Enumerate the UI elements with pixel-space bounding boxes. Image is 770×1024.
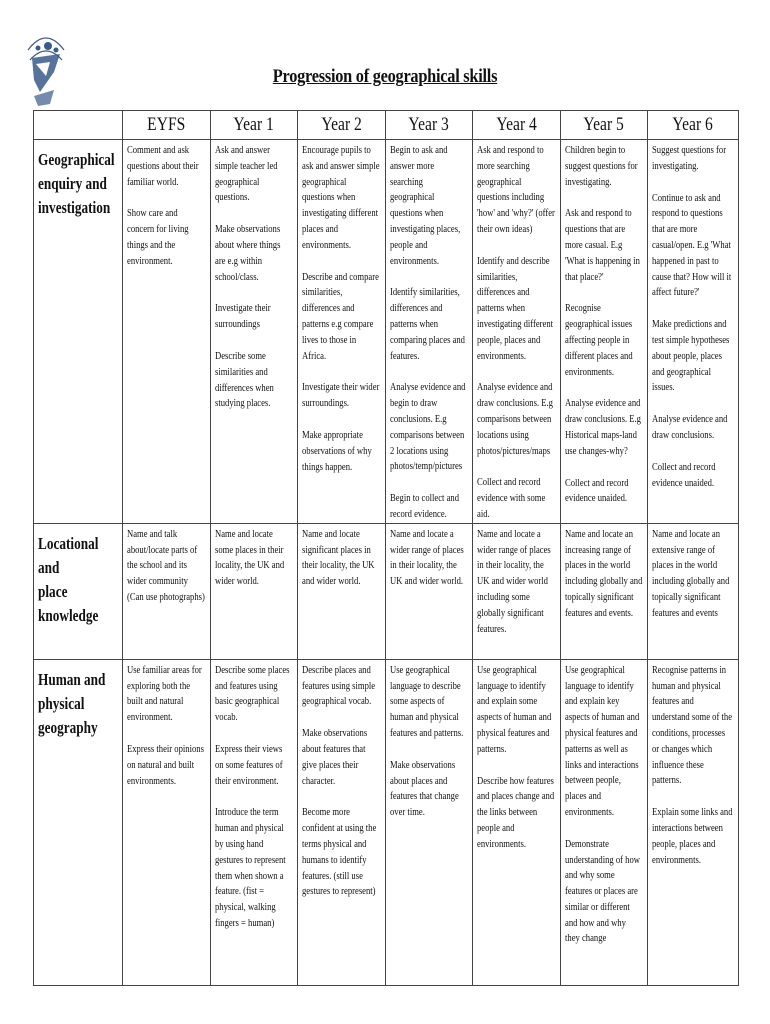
- column-header: Year 4: [473, 111, 561, 140]
- table-cell: Name and locate a wider range of places in their locality, the UK and wider world including some globally significant features.: [473, 523, 561, 659]
- column-header: Year 5: [561, 111, 648, 140]
- header-row: [34, 111, 739, 140]
- table-cell: Encourage pupils to ask and answer simple geographical questions when investigating different places and environments. Describe and compare similarities, differences and patterns e.g compare lives to those in Africa. Investigate their wider surroundings. Make appropriate observations of why things happen.: [298, 140, 386, 524]
- row-heading: Human and physical geography: [34, 659, 123, 985]
- table-cell: Describe places and features using simple geographical vocab. Make observations about features that give places their character. Become more confident at using the terms physical and humans to identify features. (still use gestures to represent): [298, 659, 386, 985]
- table-cell: Use familiar areas for exploring both the built and natural environment. Express their opinions on natural and built environments.: [123, 659, 211, 985]
- table-cell: Children begin to suggest questions for investigating. Ask and respond to questions that are more casual. E.g 'What is happening in that place?' Recognise geographical issues affecting people in different places and environments. Analyse evidence and draw conclusions. E.g Historical maps-land use changes-why? Collect and record evidence unaided.: [561, 140, 648, 524]
- table-row: [34, 140, 739, 524]
- table-cell: Use geographical language to describe some aspects of human and physical features and patterns. Make observations about places and features that change over time.: [386, 659, 473, 985]
- table-cell: Suggest questions for investigating. Continue to ask and respond to questions that are more casual/open. E.g 'What happened in past to cause that? How will it affect future?' Make predictions and test simple hypotheses about people, places and geographical issues. Analyse evidence and draw conclusions. Collect and record evidence unaided.: [648, 140, 739, 524]
- table-cell: Ask and respond to more searching geographical questions including 'how' and 'why?' (offer their own ideas) Identify and describe similarities, differences and patterns when investigating different people, places and environments. Analyse evidence and draw conclusions. E.g comparisons between locations using photos/pictures/maps Collect and record evidence with some aid.: [473, 140, 561, 524]
- table-cell: Name and locate some places in their locality, the UK and wider world.: [211, 523, 298, 659]
- table-row: [34, 523, 739, 659]
- table-cell: Use geographical language to identify and explain key aspects of human and physical features and patterns as well as links and interactions between people, places and environments. Demonstrate understanding of how and why some features or places are similar or different and how and why they change: [561, 659, 648, 985]
- column-header: Year 1: [211, 111, 298, 140]
- table-cell: Comment and ask questions about their familiar world. Show care and concern for living things and the environment.: [123, 140, 211, 524]
- table-cell: Name and locate an extensive range of places in the world including globally and topically significant features and events: [648, 523, 739, 659]
- table-cell: Name and locate a wider range of places in their locality, the UK and wider world.: [386, 523, 473, 659]
- column-header: Year 3: [386, 111, 473, 140]
- table-cell: Use geographical language to identify and explain some aspects of human and physical features and patterns. Describe how features and places change and the links between people and environments.: [473, 659, 561, 985]
- table-cell: Begin to ask and answer more searching geographical questions when investigating places, people and environments. Identify similarities, differences and patterns when comparing places and features. Analyse evidence and begin to draw conclusions. E.g comparisons between 2 locations using photos/temp/pictures Begin to collect and record evidence.: [386, 140, 473, 524]
- row-heading: Geographical enquiry and investigation: [34, 140, 123, 524]
- row-heading: Locational and place knowledge: [34, 523, 123, 659]
- header-corner: [34, 111, 123, 140]
- table-cell: Name and talk about/locate parts of the school and its wider community (Can use photographs): [123, 523, 211, 659]
- table-row: [34, 659, 739, 985]
- table-cell: Name and locate significant places in their locality, the UK and wider world.: [298, 523, 386, 659]
- table-cell: Name and locate an increasing range of places in the world including globally and topically significant features and events.: [561, 523, 648, 659]
- column-header: Year 2: [298, 111, 386, 140]
- column-header: EYFS: [123, 111, 211, 140]
- table-cell: Recognise patterns in human and physical features and understand some of the conditions, processes or changes which influence these patterns. Explain some links and interactions between people, places and environments.: [648, 659, 739, 985]
- document-title: Progression of geographical skills: [272, 66, 498, 87]
- skills-progression-table: [33, 110, 739, 986]
- table-cell: Ask and answer simple teacher led geographical questions. Make observations about where things are e.g within school/class. Investigate their surroundings Describe some similarities and differences when studying places.: [211, 140, 298, 524]
- column-header: Year 6: [648, 111, 739, 140]
- table-cell: Describe some places and features using basic geographical vocab. Express their views on some features of their environment. Introduce the term human and physical by using hand gestures to represent them when shown a feature. (fist = physical, walking fingers = human): [211, 659, 298, 985]
